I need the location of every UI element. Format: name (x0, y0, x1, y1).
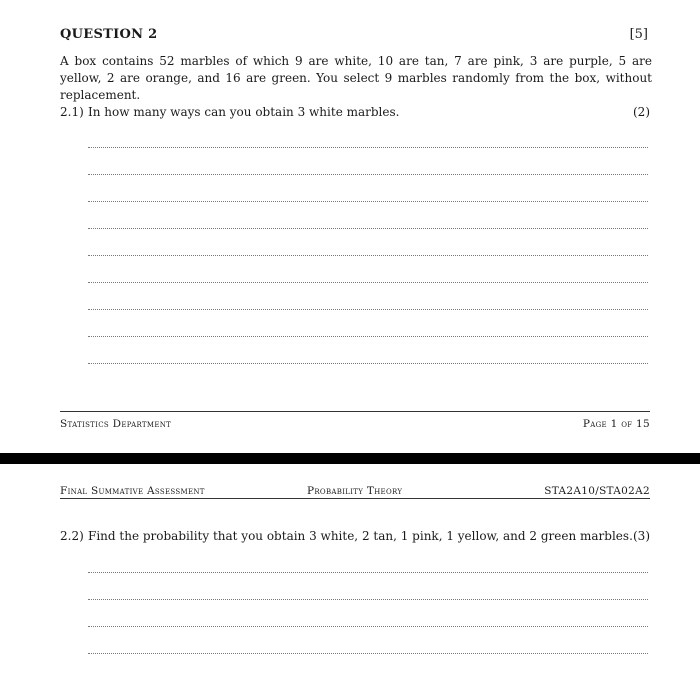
answer-line[interactable] (88, 174, 648, 175)
header-assessment: Final Summative Assessment (60, 485, 205, 497)
subquestion-text: In how many ways can you obtain 3 white marbles. (88, 105, 400, 119)
answer-line[interactable] (88, 201, 648, 202)
footer-department: Statistics Department (60, 418, 172, 430)
answer-line[interactable] (88, 626, 648, 627)
answer-line[interactable] (88, 599, 648, 600)
answer-line[interactable] (88, 147, 648, 148)
exam-page-2 (0, 464, 700, 680)
answer-line[interactable] (88, 336, 648, 337)
question-text: A box contains 52 marbles of which 9 are white, 10 are tan, 7 are pink, 3 are purple, 5 are yellow, 2 are orange, and 16 are green. You select 9 marbles randomly from the box, without replacement. (60, 54, 652, 102)
footer-rule (60, 411, 650, 412)
question-total-marks: [5] (629, 27, 648, 42)
answer-line[interactable] (88, 572, 648, 573)
answer-line[interactable] (88, 228, 648, 229)
answer-line[interactable] (88, 255, 648, 256)
subquestion-text: Find the probability that you obtain 3 white, 2 tan, 1 pink, 1 yellow, and 2 green marbles. (88, 529, 633, 543)
answer-line[interactable] (88, 363, 648, 364)
answer-line[interactable] (88, 653, 648, 654)
page-separator (0, 453, 700, 464)
subquestion-marks: (2) (633, 105, 650, 119)
footer-page-number: Page 1 of 15 (582, 418, 650, 430)
question-title: QUESTION 2 (60, 27, 158, 42)
subquestion-marks: (3) (633, 529, 650, 543)
subquestion-number: 2.1) (60, 105, 84, 119)
answer-line[interactable] (88, 309, 648, 310)
answer-line[interactable] (88, 282, 648, 283)
header-course-code: STA2A10/STA02A2 (544, 485, 650, 497)
subquestion-number: 2.2) (60, 529, 84, 543)
header-course: Probability Theory (307, 485, 403, 497)
header-rule (60, 498, 650, 499)
